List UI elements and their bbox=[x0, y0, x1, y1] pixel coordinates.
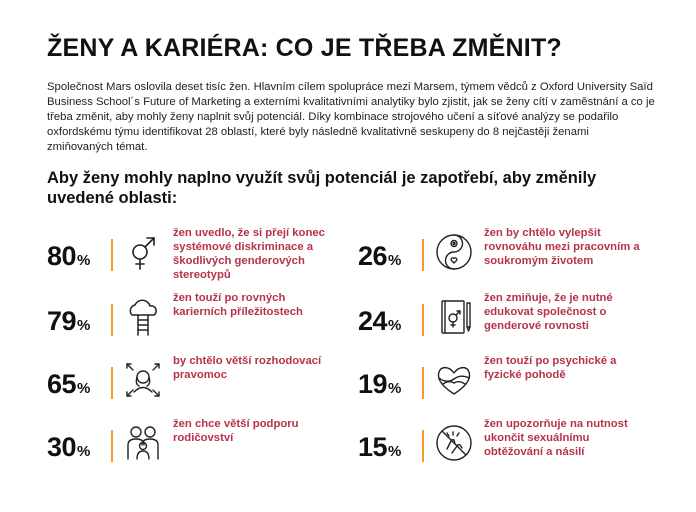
percent-sign: % bbox=[388, 442, 402, 460]
percent-sign: % bbox=[77, 442, 91, 460]
stat-description: žen upozorňuje na nutnost ukončit sexuálnímu obtěžování a násilí bbox=[484, 418, 628, 458]
percent-sign: % bbox=[388, 316, 402, 334]
stat-divider bbox=[111, 304, 113, 336]
percent-sign: % bbox=[77, 379, 91, 397]
stat-description: žen zmiňuje, že je nutné edukovat společnost o genderové rovnosti bbox=[484, 292, 613, 332]
percent-sign: % bbox=[77, 316, 91, 334]
stat-divider bbox=[111, 239, 113, 271]
stat-value: 15 bbox=[358, 431, 388, 462]
stat-description: žen uvedlo, že si přejí konec systémové diskriminace a škodlivých genderových stereotypů bbox=[173, 227, 325, 281]
stat-percentage bbox=[358, 354, 420, 414]
stat-divider bbox=[422, 304, 424, 336]
stat-percentage bbox=[358, 291, 420, 351]
stat-description: žen touží po rovných karierních příležitostech bbox=[173, 292, 303, 318]
section-subtitle: Aby ženy mohly naplno využít svůj potenciál je zapotřebí, aby změnily uvedené oblasti: bbox=[47, 169, 597, 207]
stat-value: 79 bbox=[47, 305, 77, 336]
stat-value: 19 bbox=[358, 368, 388, 399]
stat-divider bbox=[111, 430, 113, 462]
woman-arrows-icon bbox=[123, 360, 163, 400]
stat-percentage bbox=[47, 226, 109, 286]
stat-value: 30 bbox=[47, 431, 77, 462]
stat-description: žen chce větší podporu rodičovství bbox=[173, 418, 299, 444]
stat-percentage bbox=[47, 354, 109, 414]
yin-yang-balance-icon bbox=[434, 232, 474, 272]
stat-percentage bbox=[358, 226, 420, 286]
percent-sign: % bbox=[388, 251, 402, 269]
stat-divider bbox=[111, 367, 113, 399]
stat-value: 80 bbox=[47, 240, 77, 271]
no-harassment-icon bbox=[434, 423, 474, 463]
stat-value: 24 bbox=[358, 305, 388, 336]
cloud-ladder-icon bbox=[123, 297, 163, 337]
stat-divider bbox=[422, 430, 424, 462]
stat-percentage bbox=[47, 417, 109, 477]
stat-value: 26 bbox=[358, 240, 388, 271]
stat-description: by chtělo větší rozhodovací pravomoc bbox=[173, 355, 322, 381]
percent-sign: % bbox=[77, 251, 91, 269]
stat-description: žen by chtělo vylepšit rovnováhu mezi pracovním a soukromým životem bbox=[484, 227, 640, 267]
gender-symbols-icon bbox=[123, 232, 163, 272]
stat-divider bbox=[422, 239, 424, 271]
stat-percentage bbox=[47, 291, 109, 351]
stat-value: 65 bbox=[47, 368, 77, 399]
parent-child-icon bbox=[123, 423, 163, 463]
percent-sign: % bbox=[388, 379, 402, 397]
intro-paragraph: Společnost Mars oslovila deset tisíc žen. Hlavním cílem spolupráce mezi Marsem, týmem vědců z Oxford University Saïd Business School´s Future of Marketing a externími kvalitativními analytiky bylo zjistit, jak se ženy cítí v zaměstnání a co je třeba změnit, aby mohly ženy naplnit svůj potenciál. Díky kombinace strojového učení a síťové analýzy se podařilo oxfordskému týmu identifikovat 28 oblastí, které byly následně kvalitativně seskupeny do 8 nejčastěji ženami zmiňovaných témat. bbox=[47, 81, 655, 153]
page-title: ŽENY A KARIÉRA: CO JE TŘEBA ZMĚNIT? bbox=[47, 34, 562, 62]
stat-percentage bbox=[358, 417, 420, 477]
self-hug-heart-icon bbox=[434, 360, 474, 400]
notebook-gender-icon bbox=[434, 297, 474, 337]
stat-description: žen touží po psychické a fyzické pohodě bbox=[484, 355, 617, 381]
stat-divider bbox=[422, 367, 424, 399]
